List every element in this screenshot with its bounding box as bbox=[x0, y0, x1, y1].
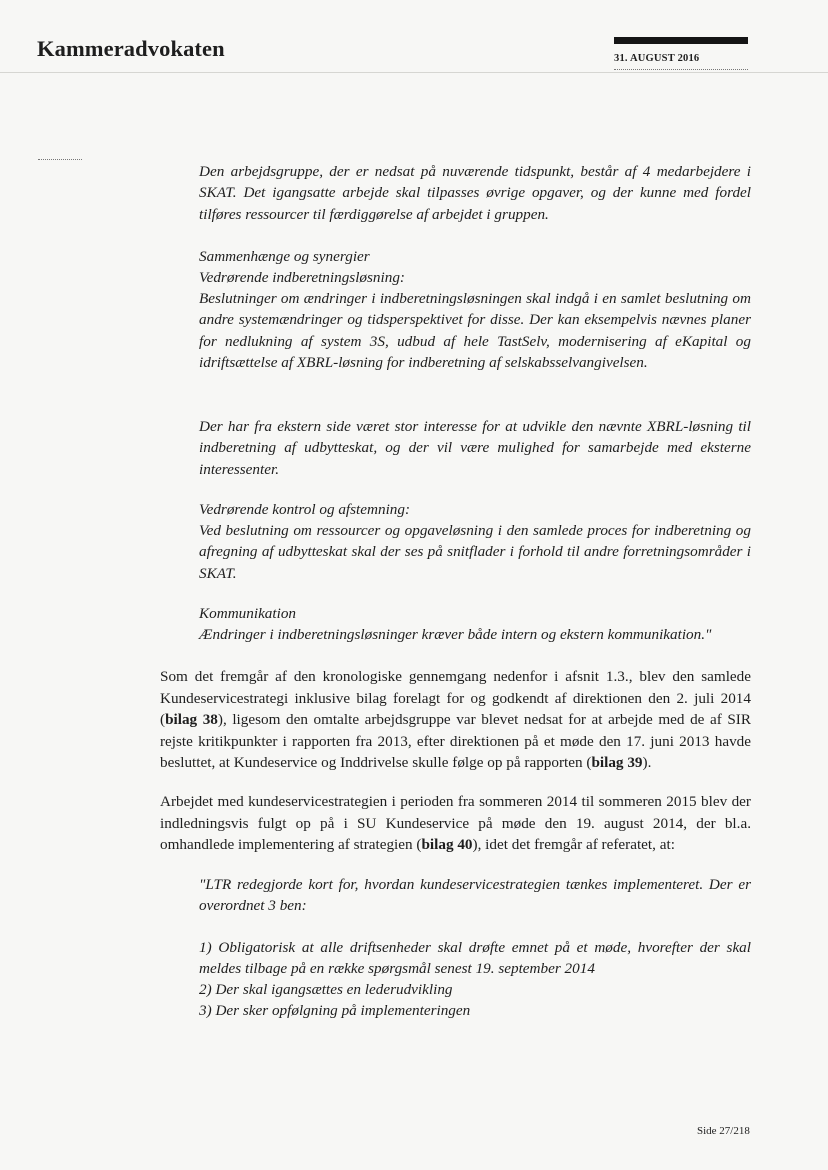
date-bar bbox=[614, 37, 748, 44]
minutes-quote-intro: "LTR redegjorde kort for, hvordan kundeservicestrategien tænkes implementeret. Der er overordnet 3 ben: bbox=[199, 876, 751, 915]
heading-control: Vedrørende kontrol og afstemning: bbox=[199, 501, 411, 518]
quote-intro: Den arbejdsgruppe, der er nedsat på nuværende tidspunkt, består af 4 medarbejdere i SKAT. Det igangsatte arbejde skal tilpasses øvrige opgaver, og der kunne med fordel tilføres ressourcer til færdiggørelse af arbejdet i gruppen. bbox=[199, 163, 751, 223]
date-box bbox=[614, 37, 748, 70]
body2-text-2: ), idet det fremgår af referatet, at: bbox=[472, 836, 675, 853]
body1-text-3: ). bbox=[642, 754, 652, 771]
minutes-list-item: 3) Der sker opfølgning på implementeringen bbox=[199, 1002, 471, 1019]
minutes-list-item: 2) Der skal igangsættes en lederudvikling bbox=[199, 981, 453, 998]
bilag-38-ref: bilag 38 bbox=[165, 711, 218, 728]
body-paragraph-1 bbox=[160, 666, 751, 774]
margin-dotted-rule bbox=[38, 159, 82, 160]
body1-text-1: Som det fremgår af den kronologiske gennemgang nedenfor i afsnit 1.3., blev den samlede Kundeservicestrategi inklusive bilag forelagt for og godkendt af direktionen den 2. juli 2014 ( bbox=[160, 668, 751, 728]
control-paragraph: Ved beslutning om ressourcer og opgaveløsning i den samlede proces for indberetning og afregning af udbytteskat skal der ses på snitflader i forhold til andre forretningsområder i SKAT. bbox=[199, 522, 751, 582]
date-dotted-rule bbox=[614, 69, 748, 70]
body1-text-2: ), ligesom den omtalte arbejdsgruppe var blevet nedsat for at arbejde med de af SIR rejste kritikpunkter i rapporten fra 2013, efter direktionen på et møde den 17. juni 2013 havde besluttet, at Kundeservice og Inddrivelse skulle følge op på rapporten ( bbox=[160, 711, 751, 771]
body2-text-1: Arbejdet med kundeservicestrategien i perioden fra sommeren 2014 til sommeren 2015 blev der indledningsvis fulgt op på i SU Kundeservice på møde den 19. august 2014, der bl.a. omhandlede implementering af strategien ( bbox=[160, 793, 751, 853]
document-date: 31. AUGUST 2016 bbox=[614, 53, 700, 64]
brand-title: Kammeradvokaten bbox=[37, 36, 225, 61]
heading-reporting: Vedrørende indberetningsløsning: bbox=[199, 269, 405, 286]
header-rule bbox=[0, 72, 828, 73]
reporting-paragraph: Beslutninger om ændringer i indberetningsløsningen skal indgå i en samlet beslutning om andre systemændringer og tidsperspektivet for disse. Der kan eksempelvis nævnes planer for nedlukning af system 3S, udbud af hele TastSelv, modernisering af eKapital og idriftsættelse af XBRL-løsning for indberetning af selskabsselvangivelsen. bbox=[199, 290, 751, 372]
bilag-40-ref: bilag 40 bbox=[421, 836, 473, 853]
minutes-list-item: 1) Obligatorisk at alle driftsenheder skal drøfte emnet på et møde, hvorefter der skal meldes tilbage på en række spørgsmål senest 19. september 2014 bbox=[199, 939, 751, 978]
external-interest-paragraph: Der har fra ekstern side været stor interesse for at udvikle den nævnte XBRL-løsning til indberetning af udbytteskat, og der vil være mulighed for samarbejde med eksterne interessenter. bbox=[199, 418, 751, 478]
communication-paragraph: Ændringer i indberetningsløsninger kræver både intern og ekstern kommunikation." bbox=[199, 626, 712, 643]
heading-communication: Kommunikation bbox=[199, 605, 297, 622]
page-number: Side 27/218 bbox=[697, 1125, 750, 1137]
body-paragraph-2 bbox=[160, 791, 751, 856]
heading-synergies: Sammenhænge og synergier bbox=[199, 248, 370, 265]
bilag-39-ref: bilag 39 bbox=[591, 754, 643, 771]
